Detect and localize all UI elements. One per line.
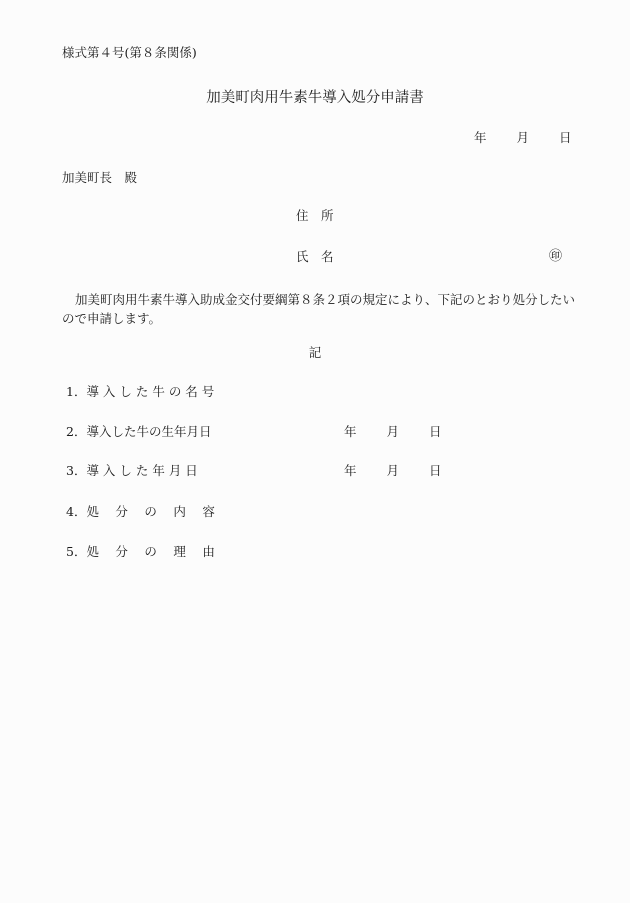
document-title: 加美町肉用牛素牛導入処分申請書: [206, 90, 424, 106]
application-date: [474, 132, 572, 145]
day-label: 日: [429, 424, 442, 439]
seal-mark-icon: ㊞: [549, 249, 563, 264]
item-disposal-reason: 5．処 分 の 理 由: [66, 544, 215, 559]
year-label: 年: [344, 424, 357, 439]
application-statement: 加美町肉用牛素牛導入助成金交付要綱第８条２項の規定により、下記のとおり処分したいので申請します。: [62, 292, 576, 326]
form-number: 様式第４号(第８条関係): [62, 45, 197, 60]
cattle-birthdate-fields: [344, 426, 442, 439]
address-label: 住 所: [296, 208, 334, 223]
addressee: 加美町長 殿: [62, 170, 138, 185]
item-introduction-date: 3．導 入 し た 年 月 日: [66, 463, 198, 478]
item-disposal-details: 4．処 分 の 内 容: [66, 504, 215, 519]
ki-heading: 記: [308, 345, 322, 360]
year-label: 年: [474, 130, 487, 145]
month-label: 月: [386, 424, 400, 439]
item-cattle-name: 1．導 入 し た 牛 の 名 号: [66, 384, 215, 399]
day-label: 日: [559, 130, 572, 145]
month-label: 月: [386, 463, 400, 478]
day-label: 日: [429, 463, 442, 478]
month-label: 月: [516, 130, 530, 145]
item-cattle-birthdate: 2．導入した牛の生年月日: [66, 424, 212, 439]
year-label: 年: [344, 463, 357, 478]
introduction-date-fields: [344, 465, 442, 478]
name-label: 氏 名: [296, 249, 334, 264]
